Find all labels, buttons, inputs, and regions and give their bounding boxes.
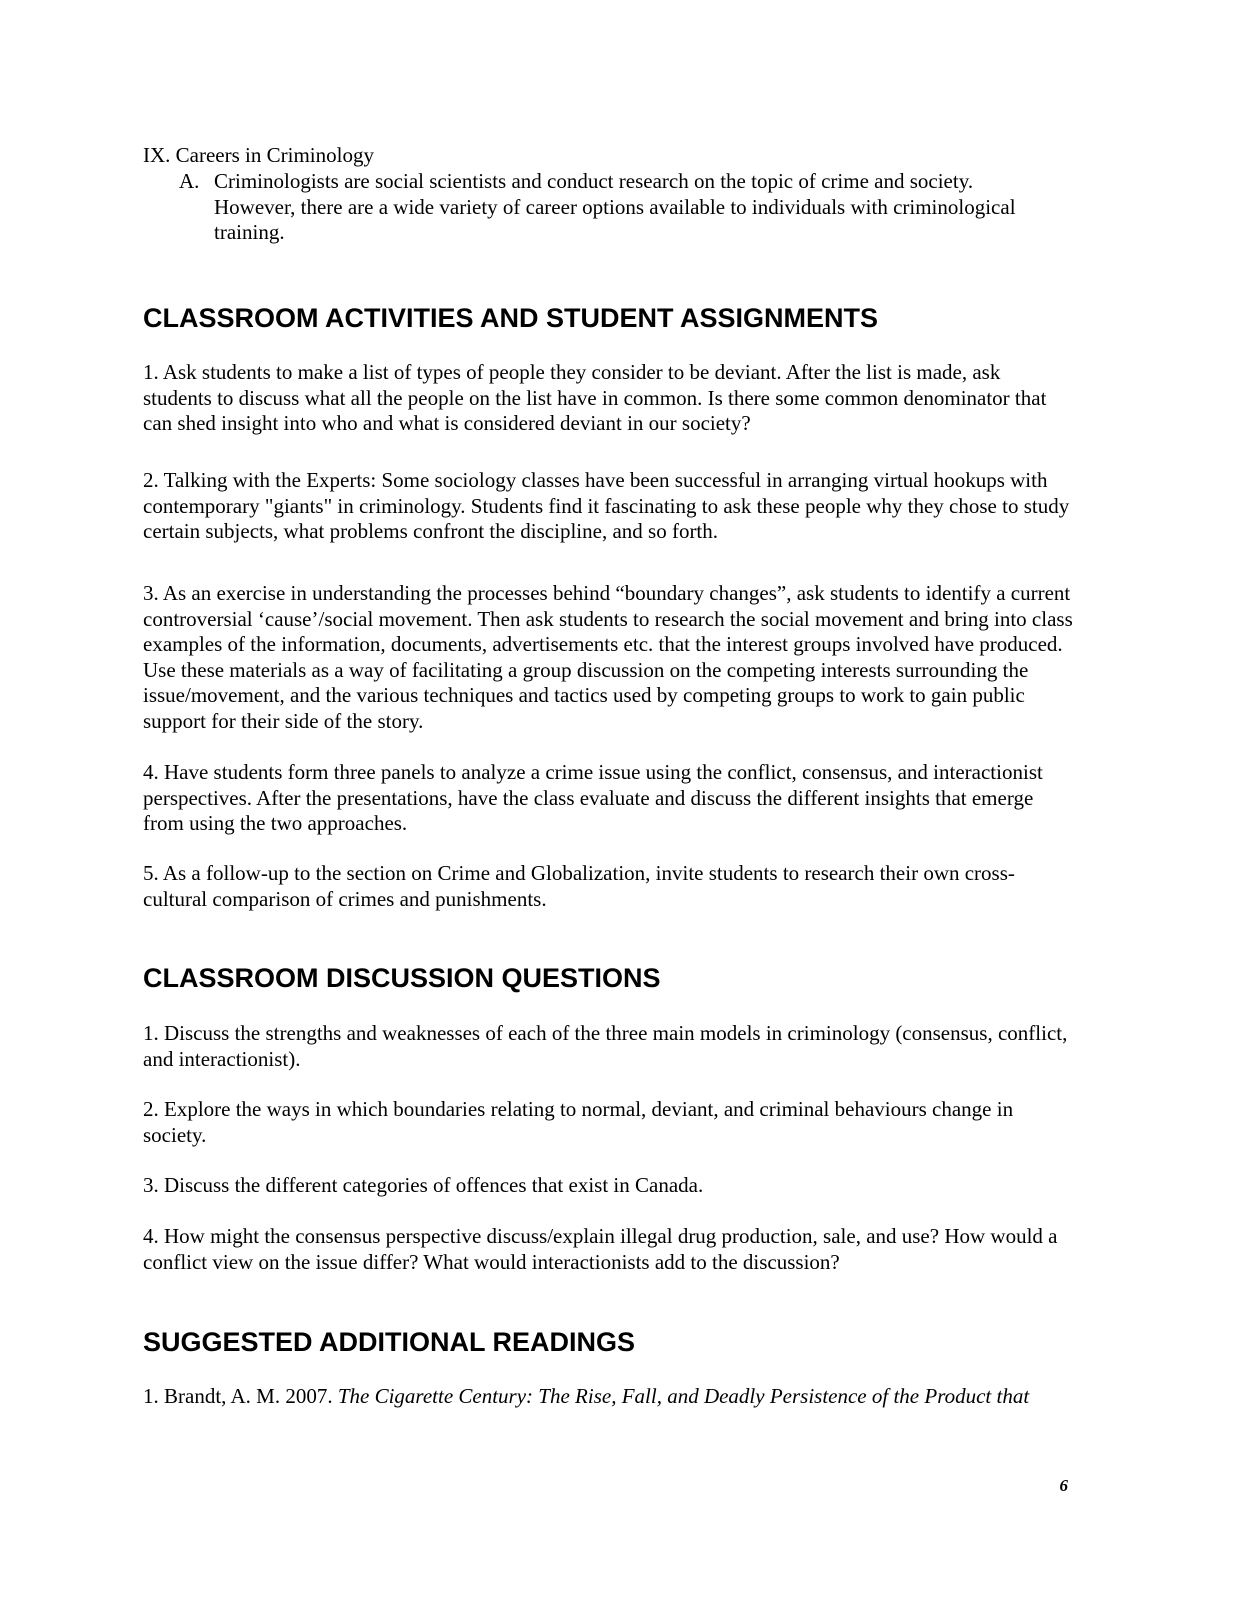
outline-subitem-text: Criminologists are social scientists and conduct research on the topic of crime and society. However, there are a wide variety of career options available to individuals with criminological training. (214, 169, 1016, 244)
activity-item-3: 3. As an exercise in understanding the processes behind “boundary changes”, ask students to identify a current controversial ‘cause’/social movement. Then ask students to research the social movement and bring into class examples of the information, documents, advertisements etc. that the interest groups involved have produced. Use these materials as a way of facilitating a group discussion on the competing interests surrounding the issue/movement, and the various techniques and tactics used by competing groups to work to gain public support for their side of the story. (143, 581, 1073, 733)
discussion-item-1: 1. Discuss the strengths and weaknesses of each of the three main models in criminology (consensus, conflict, and interactionist). (143, 1021, 1068, 1071)
activities-heading: CLASSROOM ACTIVITIES AND STUDENT ASSIGNMENTS (143, 303, 879, 333)
outline-subitem (179, 169, 1059, 246)
outline-subitem-marker: A. (179, 169, 200, 193)
discussion-item-4: 4. How might the consensus perspective discuss/explain illegal drug production, sale, and use? How would a conflict view on the issue differ? What would interactionists add to the discussion? (143, 1224, 1058, 1274)
readings-heading: SUGGESTED ADDITIONAL READINGS (143, 1327, 636, 1357)
page-number: 6 (1059, 1476, 1068, 1495)
activity-item-5: 5. As a follow-up to the section on Crime and Globalization, invite students to research their own cross-cultural comparison of crimes and punishments. (143, 861, 1015, 911)
reading-item-1-title: The Cigarette Century: The Rise, Fall, and Deadly Persistence of the Product that (337, 1384, 1030, 1408)
activity-item-4: 4. Have students form three panels to analyze a crime issue using the conflict, consensus, and interactionist perspectives. After the presentations, have the class evaluate and discuss the different insights that emerge from using the two approaches. (143, 760, 1043, 835)
reading-item-1 (143, 1384, 1073, 1410)
discussion-item-2: 2. Explore the ways in which boundaries relating to normal, deviant, and criminal behaviours change in society. (143, 1097, 1014, 1147)
reading-item-1-citation: 1. Brandt, A. M. 2007. (143, 1384, 338, 1408)
outline-heading: IX. Careers in Criminology (143, 143, 374, 167)
discussion-heading: CLASSROOM DISCUSSION QUESTIONS (143, 963, 661, 993)
activity-item-1: 1. Ask students to make a list of types of people they consider to be deviant. After the list is made, ask students to discuss what all the people on the list have in common. Is there some common denominator that can shed insight into who and what is considered deviant in our society? (143, 360, 1047, 435)
activity-item-2: 2. Talking with the Experts: Some sociology classes have been successful in arranging virtual hookups with contemporary "giants" in criminology. Students find it fascinating to ask these people why they chose to study certain subjects, what problems confront the discipline, and so forth. (143, 468, 1070, 543)
discussion-item-3: 3. Discuss the different categories of offences that exist in Canada. (143, 1173, 704, 1197)
